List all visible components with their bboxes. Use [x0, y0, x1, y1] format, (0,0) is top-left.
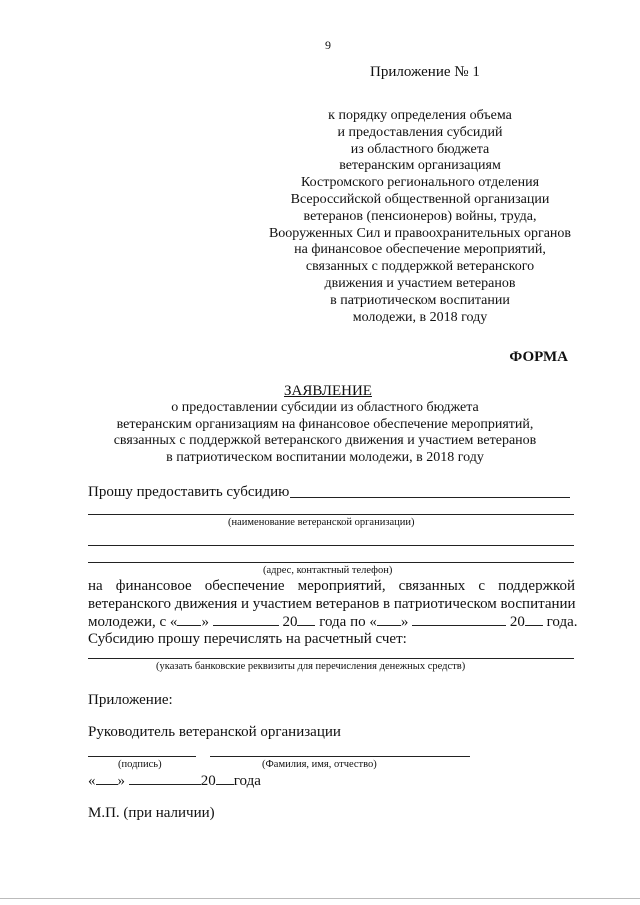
period-prefix: молодежи, с «: [88, 614, 178, 630]
address-caption: (адрес, контактный телефон): [263, 565, 393, 576]
preamble-line: движения и участием ветеранов: [324, 275, 516, 291]
form-label: ФОРМА: [509, 349, 568, 365]
purpose-line-1: [88, 578, 575, 595]
date-year-field[interactable]: [216, 772, 234, 785]
period-end-text: года.: [546, 614, 578, 630]
signature-field[interactable]: [88, 756, 196, 757]
preamble-line: в патриотическом воспитании: [330, 292, 510, 308]
subject-line: в патриотическом воспитании молодежи, в 2018 году: [166, 449, 484, 465]
signature-caption: (подпись): [118, 759, 162, 770]
date-day-field[interactable]: [96, 772, 118, 785]
org-name-caption: (наименование ветеранской организации): [228, 517, 415, 528]
address-field[interactable]: [88, 545, 574, 546]
end-day-field[interactable]: [377, 613, 401, 626]
preamble-line: молодежи, в 2018 году: [352, 309, 488, 325]
subject-line: ветеранским организациям на финансовое обеспечение мероприятий,: [116, 416, 534, 432]
purpose-word: обеспечение: [204, 578, 285, 594]
quote: »: [117, 773, 125, 789]
statement-subject: [70, 400, 580, 466]
quote: «: [88, 773, 96, 789]
seal-label: М.П. (при наличии): [88, 805, 215, 821]
year-prefix: 20: [200, 773, 216, 789]
attachment-label: Приложение:: [88, 692, 173, 708]
purpose-word: мероприятий,: [297, 578, 386, 594]
head-label: Руководитель ветеранской организации: [88, 724, 341, 740]
page-number: 9: [325, 38, 331, 52]
address-field-line2[interactable]: [88, 562, 574, 563]
end-month-field[interactable]: [412, 613, 506, 626]
appendix-preamble: [250, 108, 590, 326]
start-month-field[interactable]: [213, 613, 279, 626]
purpose-word: на: [88, 578, 103, 594]
preamble-line: ветеранским организациям: [339, 158, 501, 174]
purpose-word: финансовое: [115, 578, 192, 594]
org-name-field[interactable]: [290, 497, 570, 498]
preamble-line: ветеранов (пенсионеров) войны, труда,: [303, 208, 537, 224]
preamble-line: Всероссийской общественной организации: [290, 191, 550, 207]
bank-details-field[interactable]: [88, 658, 574, 659]
date-month-field[interactable]: [129, 772, 201, 785]
quote: »: [400, 614, 409, 630]
bank-caption: (указать банковские реквизиты для перечисления денежных средств): [156, 661, 466, 672]
preamble-line: из областного бюджета: [350, 141, 490, 157]
preamble-line: связанных с поддержкой ветеранского: [305, 259, 535, 275]
statement-title: ЗАЯВЛЕНИЕ: [284, 383, 372, 399]
preamble-line: и предоставления субсидий: [337, 124, 503, 140]
period-line: [88, 613, 578, 631]
year-prefix: 20: [282, 614, 298, 630]
preamble-line: Костромского регионального отделения: [300, 175, 540, 191]
year-word: года: [233, 773, 261, 789]
page-edge: [0, 898, 640, 899]
fullname-caption: (Фамилия, имя, отчество): [262, 759, 377, 770]
transfer-text: Субсидию прошу перечислять на расчетный счет:: [88, 631, 407, 647]
period-to-text: года по «: [319, 614, 377, 630]
org-name-field-line2[interactable]: [88, 514, 574, 515]
purpose-word: связанных: [398, 578, 466, 594]
start-year-field[interactable]: [297, 613, 315, 626]
start-day-field[interactable]: [177, 613, 201, 626]
subject-line: связанных с поддержкой ветеранского движения и участием ветеранов: [113, 433, 537, 448]
fullname-field[interactable]: [210, 756, 470, 757]
quote: »: [201, 614, 209, 630]
purpose-line-2: ветеранского движения и участием ветеранов в патриотическом воспитании: [88, 596, 576, 612]
subject-line: о предоставлении субсидии из областного бюджета: [171, 400, 479, 415]
request-prompt: Прошу предоставить субсидию: [88, 484, 290, 500]
date-line: [88, 772, 261, 790]
appendix-title: Приложение № 1: [370, 64, 480, 80]
preamble-line: к порядку определения объема: [328, 108, 512, 123]
year-prefix: 20: [509, 614, 525, 630]
purpose-word: с: [478, 578, 486, 594]
purpose-word: поддержкой: [498, 578, 576, 594]
preamble-line: Вооруженных Сил и правоохранительных органов: [268, 225, 572, 241]
end-year-field[interactable]: [525, 613, 543, 626]
preamble-line: на финансовое обеспечение мероприятий,: [294, 242, 546, 258]
